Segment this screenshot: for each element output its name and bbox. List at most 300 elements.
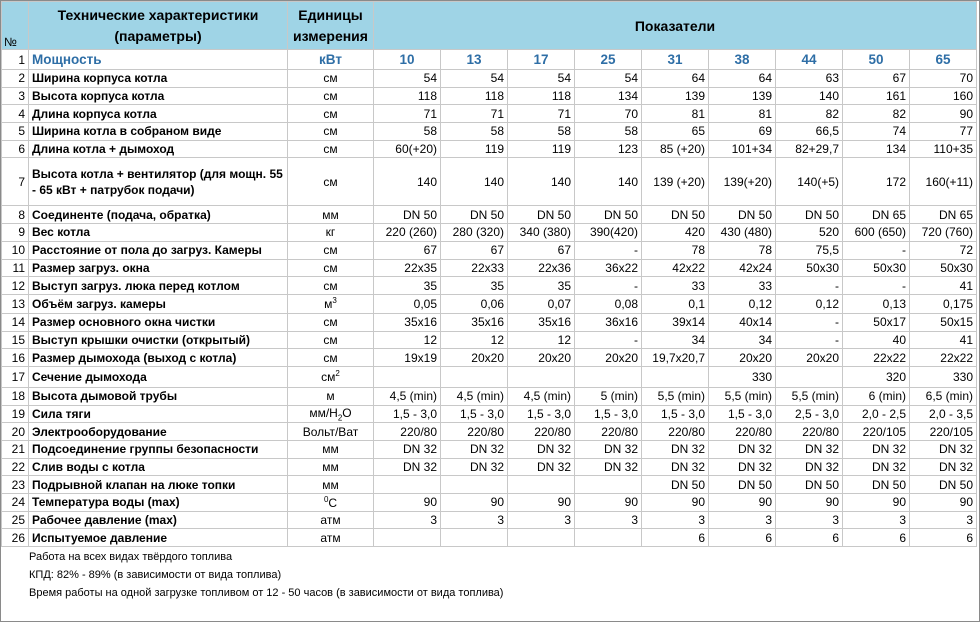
value-cell bbox=[575, 476, 642, 494]
value-cell: 85 (+20) bbox=[642, 140, 709, 158]
value-cell: 140 bbox=[441, 158, 508, 206]
parameter-name: Сечение дымохода bbox=[29, 366, 288, 387]
value-cell: 67 bbox=[508, 241, 575, 259]
row-number: 8 bbox=[2, 206, 29, 224]
row-number: 10 bbox=[2, 241, 29, 259]
value-cell: 54 bbox=[575, 70, 642, 88]
value-cell bbox=[374, 366, 441, 387]
value-cell: 0,13 bbox=[843, 294, 910, 313]
value-cell: 6,5 (min) bbox=[910, 387, 977, 405]
value-cell: 90 bbox=[374, 494, 441, 512]
value-cell bbox=[441, 529, 508, 547]
value-cell: 20х20 bbox=[441, 349, 508, 367]
value-cell: 220/105 bbox=[910, 423, 977, 441]
header-num: № bbox=[2, 2, 29, 50]
parameter-name: Ширина котла в собраном виде bbox=[29, 123, 288, 141]
value-cell: DN 32 bbox=[709, 441, 776, 459]
value-cell: 0,12 bbox=[709, 294, 776, 313]
row-number: 25 bbox=[2, 511, 29, 529]
row-number: 4 bbox=[2, 105, 29, 123]
unit-cell: $см^2$ bbox=[288, 366, 374, 387]
table-row bbox=[2, 50, 977, 70]
value-cell: 140 bbox=[508, 158, 575, 206]
row-number: 2 bbox=[2, 70, 29, 88]
row-number: 19 bbox=[2, 405, 29, 423]
unit-cell: м bbox=[288, 387, 374, 405]
table-row bbox=[2, 366, 977, 387]
value-cell: 17 bbox=[508, 50, 575, 70]
value-cell: 1,5 - 3,0 bbox=[575, 405, 642, 423]
value-cell bbox=[374, 476, 441, 494]
value-cell: 69 bbox=[709, 123, 776, 141]
value-cell: 140 bbox=[575, 158, 642, 206]
value-cell: 2,5 - 3,0 bbox=[776, 405, 843, 423]
value-cell: 1,5 - 3,0 bbox=[374, 405, 441, 423]
value-cell: 139(+20) bbox=[709, 158, 776, 206]
value-cell: 90 bbox=[709, 494, 776, 512]
value-cell: 3 bbox=[843, 511, 910, 529]
parameter-name: Выступ загруз. люка перед котлом bbox=[29, 277, 288, 295]
value-cell: 1,5 - 3,0 bbox=[642, 405, 709, 423]
value-cell: 5,5 (min) bbox=[776, 387, 843, 405]
value-cell: 2,0 - 2,5 bbox=[843, 405, 910, 423]
header-values: Показатели bbox=[374, 2, 977, 50]
unit-cell: см bbox=[288, 105, 374, 123]
value-cell: 140 bbox=[374, 158, 441, 206]
parameter-name: Рабочее давление (max) bbox=[29, 511, 288, 529]
table-row bbox=[2, 259, 977, 277]
value-cell: 3 bbox=[709, 511, 776, 529]
value-cell: 6 bbox=[910, 529, 977, 547]
value-cell: 90 bbox=[776, 494, 843, 512]
value-cell: - bbox=[776, 331, 843, 349]
value-cell: 172 bbox=[843, 158, 910, 206]
value-cell: 0,08 bbox=[575, 294, 642, 313]
value-cell: 220/80 bbox=[508, 423, 575, 441]
value-cell: 33 bbox=[642, 277, 709, 295]
value-cell: 31 bbox=[642, 50, 709, 70]
value-cell bbox=[575, 366, 642, 387]
table-row bbox=[2, 123, 977, 141]
value-cell: - bbox=[776, 277, 843, 295]
value-cell: 41 bbox=[910, 277, 977, 295]
parameter-name: Температура воды (max) bbox=[29, 494, 288, 512]
value-cell: 12 bbox=[374, 331, 441, 349]
value-cell: 330 bbox=[910, 366, 977, 387]
value-cell: 0,07 bbox=[508, 294, 575, 313]
unit-cell: см bbox=[288, 349, 374, 367]
value-cell: DN 32 bbox=[910, 458, 977, 476]
value-cell: DN 32 bbox=[642, 458, 709, 476]
value-cell: 38 bbox=[709, 50, 776, 70]
row-number: 13 bbox=[2, 294, 29, 313]
row-number: 24 bbox=[2, 494, 29, 512]
unit-cell: кВт bbox=[288, 50, 374, 70]
value-cell: 67 bbox=[843, 70, 910, 88]
value-cell: 4,5 (min) bbox=[441, 387, 508, 405]
value-cell: 63 bbox=[776, 70, 843, 88]
value-cell: 3 bbox=[575, 511, 642, 529]
value-cell: 6 bbox=[709, 529, 776, 547]
value-cell: 5,5 (min) bbox=[642, 387, 709, 405]
value-cell bbox=[575, 529, 642, 547]
value-cell: 220/80 bbox=[441, 423, 508, 441]
value-cell: 140(+5) bbox=[776, 158, 843, 206]
value-cell: 60(+20) bbox=[374, 140, 441, 158]
unit-cell: $мм/Н_2О$ bbox=[288, 405, 374, 423]
unit-cell: атм bbox=[288, 511, 374, 529]
value-cell: 119 bbox=[441, 140, 508, 158]
parameter-name: Слив воды с котла bbox=[29, 458, 288, 476]
value-cell: DN 50 bbox=[642, 206, 709, 224]
value-cell bbox=[508, 529, 575, 547]
value-cell: 67 bbox=[374, 241, 441, 259]
value-cell: 36х16 bbox=[575, 313, 642, 331]
value-cell: 22х22 bbox=[910, 349, 977, 367]
value-cell: 220 (260) bbox=[374, 224, 441, 242]
value-cell: 58 bbox=[374, 123, 441, 141]
value-cell: 35 bbox=[374, 277, 441, 295]
value-cell: 134 bbox=[575, 87, 642, 105]
unit-cell: атм bbox=[288, 529, 374, 547]
table-row bbox=[2, 140, 977, 158]
value-cell: 77 bbox=[910, 123, 977, 141]
value-cell: 0,06 bbox=[441, 294, 508, 313]
value-cell: DN 50 bbox=[910, 476, 977, 494]
value-cell: DN 32 bbox=[575, 441, 642, 459]
value-cell: 1,5 - 3,0 bbox=[709, 405, 776, 423]
value-cell: 50х15 bbox=[910, 313, 977, 331]
value-cell: 139 bbox=[709, 87, 776, 105]
row-number: 7 bbox=[2, 158, 29, 206]
value-cell: DN 32 bbox=[441, 441, 508, 459]
value-cell: DN 65 bbox=[843, 206, 910, 224]
value-cell: 44 bbox=[776, 50, 843, 70]
value-cell: 12 bbox=[508, 331, 575, 349]
value-cell: DN 32 bbox=[374, 458, 441, 476]
row-number: 18 bbox=[2, 387, 29, 405]
value-cell: DN 32 bbox=[441, 458, 508, 476]
value-cell: 6 bbox=[843, 529, 910, 547]
value-cell: 22х36 bbox=[508, 259, 575, 277]
value-cell: 81 bbox=[709, 105, 776, 123]
parameter-name: Высота корпуса котла bbox=[29, 87, 288, 105]
value-cell: 35 bbox=[508, 277, 575, 295]
value-cell: 34 bbox=[709, 331, 776, 349]
unit-cell: мм bbox=[288, 458, 374, 476]
value-cell: 25 bbox=[575, 50, 642, 70]
value-cell: 134 bbox=[843, 140, 910, 158]
spec-table bbox=[1, 1, 977, 547]
row-number: 21 bbox=[2, 441, 29, 459]
value-cell: 81 bbox=[642, 105, 709, 123]
table-row bbox=[2, 158, 977, 206]
parameter-name: Подрывной клапан на люке топки bbox=[29, 476, 288, 494]
parameter-name: Высота дымовой трубы bbox=[29, 387, 288, 405]
value-cell: 90 bbox=[508, 494, 575, 512]
value-cell: 50 bbox=[843, 50, 910, 70]
note-line: КПД: 82% - 89% (в зависимости от вида топлива) bbox=[29, 569, 282, 582]
parameter-name: Высота котла + вентилятор (для мощн. 55 - 65 кВт + патрубок подачи) bbox=[29, 158, 288, 206]
value-cell: 320 bbox=[843, 366, 910, 387]
value-cell: - bbox=[575, 331, 642, 349]
value-cell: 160(+11) bbox=[910, 158, 977, 206]
value-cell bbox=[508, 476, 575, 494]
value-cell: 54 bbox=[441, 70, 508, 88]
value-cell: 50х17 bbox=[843, 313, 910, 331]
value-cell: DN 50 bbox=[843, 476, 910, 494]
value-cell: 54 bbox=[508, 70, 575, 88]
value-cell: DN 65 bbox=[910, 206, 977, 224]
value-cell: 430 (480) bbox=[709, 224, 776, 242]
value-cell: 78 bbox=[642, 241, 709, 259]
value-cell: 50х30 bbox=[776, 259, 843, 277]
value-cell: 64 bbox=[642, 70, 709, 88]
value-cell: DN 32 bbox=[508, 441, 575, 459]
value-cell: 20х20 bbox=[709, 349, 776, 367]
value-cell: 90 bbox=[910, 494, 977, 512]
value-cell: 66,5 bbox=[776, 123, 843, 141]
table-row bbox=[2, 105, 977, 123]
note-line: Работа на всех видах твёрдого топлива bbox=[29, 551, 233, 564]
parameter-name: Электрооборудование bbox=[29, 423, 288, 441]
table-row bbox=[2, 387, 977, 405]
value-cell: DN 32 bbox=[642, 441, 709, 459]
value-cell: 90 bbox=[575, 494, 642, 512]
unit-cell: см bbox=[288, 70, 374, 88]
value-cell: 90 bbox=[642, 494, 709, 512]
value-cell: 3 bbox=[508, 511, 575, 529]
value-cell: 19х19 bbox=[374, 349, 441, 367]
table-row bbox=[2, 206, 977, 224]
value-cell: 35х16 bbox=[508, 313, 575, 331]
parameter-name: Размер основного окна чистки bbox=[29, 313, 288, 331]
value-cell bbox=[642, 366, 709, 387]
value-cell: 40х14 bbox=[709, 313, 776, 331]
value-cell: 340 (380) bbox=[508, 224, 575, 242]
table-row bbox=[2, 87, 977, 105]
value-cell: 64 bbox=[709, 70, 776, 88]
value-cell: 70 bbox=[910, 70, 977, 88]
value-cell: - bbox=[843, 241, 910, 259]
value-cell: DN 32 bbox=[843, 441, 910, 459]
value-cell: 34 bbox=[642, 331, 709, 349]
note-line: Время работы на одной загрузке топливом от 12 - 50 часов (в зависимости от вида топлива) bbox=[29, 587, 504, 600]
value-cell: 161 bbox=[843, 87, 910, 105]
table-row bbox=[2, 70, 977, 88]
value-cell: 82 bbox=[843, 105, 910, 123]
value-cell: 71 bbox=[508, 105, 575, 123]
value-cell: 3 bbox=[910, 511, 977, 529]
value-cell: DN 50 bbox=[709, 206, 776, 224]
value-cell: 4,5 (min) bbox=[508, 387, 575, 405]
unit-cell: $м^3$ bbox=[288, 294, 374, 313]
value-cell: DN 50 bbox=[776, 206, 843, 224]
value-cell: 1,5 - 3,0 bbox=[508, 405, 575, 423]
value-cell: - bbox=[575, 241, 642, 259]
value-cell: 36х22 bbox=[575, 259, 642, 277]
parameter-name: Размер загруз. окна bbox=[29, 259, 288, 277]
table-row bbox=[2, 458, 977, 476]
value-cell: 101+34 bbox=[709, 140, 776, 158]
value-cell: 3 bbox=[374, 511, 441, 529]
value-cell: 82 bbox=[776, 105, 843, 123]
row-number: 20 bbox=[2, 423, 29, 441]
value-cell: 67 bbox=[441, 241, 508, 259]
row-number: 9 bbox=[2, 224, 29, 242]
value-cell: 90 bbox=[910, 105, 977, 123]
value-cell: 71 bbox=[441, 105, 508, 123]
unit-cell: Вольт/Ват bbox=[288, 423, 374, 441]
table-row bbox=[2, 511, 977, 529]
unit-cell: см bbox=[288, 259, 374, 277]
value-cell: 20х20 bbox=[508, 349, 575, 367]
value-cell: DN 50 bbox=[776, 476, 843, 494]
header-row bbox=[2, 2, 977, 50]
parameter-name: Размер дымохода (выход с котла) bbox=[29, 349, 288, 367]
value-cell: 110+35 bbox=[910, 140, 977, 158]
value-cell bbox=[441, 476, 508, 494]
value-cell: DN 32 bbox=[709, 458, 776, 476]
value-cell: 65 bbox=[910, 50, 977, 70]
value-cell: 70 bbox=[575, 105, 642, 123]
row-number: 15 bbox=[2, 331, 29, 349]
parameter-name: Длина корпуса котла bbox=[29, 105, 288, 123]
value-cell: 58 bbox=[508, 123, 575, 141]
value-cell: 5,5 (min) bbox=[709, 387, 776, 405]
value-cell bbox=[374, 529, 441, 547]
value-cell: 1,5 - 3,0 bbox=[441, 405, 508, 423]
value-cell: DN 32 bbox=[776, 458, 843, 476]
unit-cell: мм bbox=[288, 206, 374, 224]
table-row bbox=[2, 294, 977, 313]
value-cell: 280 (320) bbox=[441, 224, 508, 242]
value-cell: DN 50 bbox=[508, 206, 575, 224]
parameter-name: Объём загруз. камеры bbox=[29, 294, 288, 313]
parameter-name: Длина котла + дымоход bbox=[29, 140, 288, 158]
unit-cell: $^0$С bbox=[288, 494, 374, 512]
value-cell: 6 (min) bbox=[843, 387, 910, 405]
value-cell: 0,05 bbox=[374, 294, 441, 313]
value-cell: DN 32 bbox=[374, 441, 441, 459]
value-cell: 35 bbox=[441, 277, 508, 295]
row-number: 16 bbox=[2, 349, 29, 367]
row-number: 26 bbox=[2, 529, 29, 547]
row-number: 11 bbox=[2, 259, 29, 277]
value-cell: 600 (650) bbox=[843, 224, 910, 242]
table-row bbox=[2, 331, 977, 349]
value-cell: DN 32 bbox=[910, 441, 977, 459]
value-cell: 22х33 bbox=[441, 259, 508, 277]
value-cell: 0,175 bbox=[910, 294, 977, 313]
parameter-name: Соединенте (подача, обратка) bbox=[29, 206, 288, 224]
parameter-name: Мощность bbox=[29, 50, 288, 70]
value-cell: 74 bbox=[843, 123, 910, 141]
unit-cell: мм bbox=[288, 441, 374, 459]
table-row bbox=[2, 494, 977, 512]
value-cell: 75,5 bbox=[776, 241, 843, 259]
value-cell: - bbox=[843, 277, 910, 295]
unit-cell: кг bbox=[288, 224, 374, 242]
value-cell: 22х35 bbox=[374, 259, 441, 277]
value-cell: DN 50 bbox=[642, 476, 709, 494]
unit-cell: см bbox=[288, 123, 374, 141]
value-cell: 6 bbox=[776, 529, 843, 547]
value-cell: 220/80 bbox=[374, 423, 441, 441]
unit-cell: см bbox=[288, 87, 374, 105]
value-cell bbox=[508, 366, 575, 387]
value-cell: 139 (+20) bbox=[642, 158, 709, 206]
row-number: 22 bbox=[2, 458, 29, 476]
unit-cell: см bbox=[288, 331, 374, 349]
row-number: 23 bbox=[2, 476, 29, 494]
table-row bbox=[2, 349, 977, 367]
unit-cell: см bbox=[288, 140, 374, 158]
table-row bbox=[2, 529, 977, 547]
row-number: 17 bbox=[2, 366, 29, 387]
row-number: 5 bbox=[2, 123, 29, 141]
value-cell: 54 bbox=[374, 70, 441, 88]
value-cell bbox=[776, 366, 843, 387]
value-cell: 3 bbox=[441, 511, 508, 529]
value-cell: 118 bbox=[508, 87, 575, 105]
value-cell: 40 bbox=[843, 331, 910, 349]
value-cell: DN 50 bbox=[441, 206, 508, 224]
value-cell: 58 bbox=[441, 123, 508, 141]
value-cell: 4,5 (min) bbox=[374, 387, 441, 405]
value-cell bbox=[441, 366, 508, 387]
table-row bbox=[2, 313, 977, 331]
value-cell: - bbox=[776, 313, 843, 331]
table-row bbox=[2, 476, 977, 494]
value-cell: 65 bbox=[642, 123, 709, 141]
table-row bbox=[2, 441, 977, 459]
value-cell: 220/80 bbox=[776, 423, 843, 441]
row-number: 6 bbox=[2, 140, 29, 158]
value-cell: 118 bbox=[441, 87, 508, 105]
parameter-name: Расстояние от пола до загруз. Камеры bbox=[29, 241, 288, 259]
row-number: 3 bbox=[2, 87, 29, 105]
value-cell: 78 bbox=[709, 241, 776, 259]
value-cell: 20х20 bbox=[776, 349, 843, 367]
value-cell: 20х20 bbox=[575, 349, 642, 367]
value-cell: 71 bbox=[374, 105, 441, 123]
value-cell: 50х30 bbox=[843, 259, 910, 277]
value-cell: 72 bbox=[910, 241, 977, 259]
value-cell: 5 (min) bbox=[575, 387, 642, 405]
value-cell: 19,7х20,7 bbox=[642, 349, 709, 367]
value-cell: 39х14 bbox=[642, 313, 709, 331]
value-cell: 90 bbox=[441, 494, 508, 512]
value-cell: 33 bbox=[709, 277, 776, 295]
value-cell: 220/80 bbox=[642, 423, 709, 441]
value-cell: 2,0 - 3,5 bbox=[910, 405, 977, 423]
value-cell: DN 32 bbox=[843, 458, 910, 476]
value-cell: 220/105 bbox=[843, 423, 910, 441]
value-cell: 82+29,7 bbox=[776, 140, 843, 158]
table-row bbox=[2, 405, 977, 423]
value-cell: DN 32 bbox=[575, 458, 642, 476]
table-row bbox=[2, 277, 977, 295]
parameter-name: Испытуемое давление bbox=[29, 529, 288, 547]
value-cell: 58 bbox=[575, 123, 642, 141]
value-cell: 720 (760) bbox=[910, 224, 977, 242]
unit-cell: см bbox=[288, 241, 374, 259]
value-cell: 330 bbox=[709, 366, 776, 387]
value-cell: DN 50 bbox=[575, 206, 642, 224]
value-cell: 10 bbox=[374, 50, 441, 70]
value-cell: 3 bbox=[776, 511, 843, 529]
